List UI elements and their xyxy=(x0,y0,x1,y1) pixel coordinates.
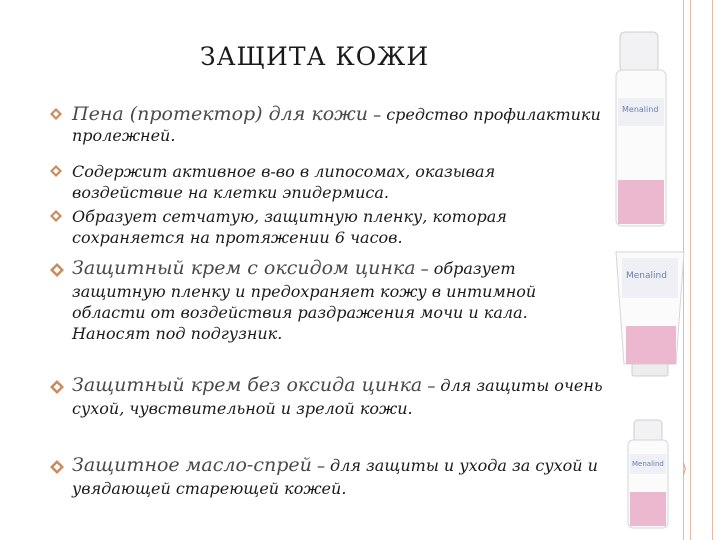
frame-line xyxy=(690,0,691,540)
list-item xyxy=(50,372,610,419)
bullet-icon xyxy=(50,108,62,120)
frame-ornament: ⟩ xyxy=(682,462,688,477)
item-lead: Защитный крем без оксида цинка xyxy=(72,374,423,396)
list-item xyxy=(50,161,610,203)
list-item xyxy=(50,104,610,146)
list-item xyxy=(50,255,610,344)
list-item xyxy=(50,452,610,499)
item-text: – для защиты очень сухой, чувствительной и зрелой кожи. xyxy=(72,376,603,418)
cream-tube-image xyxy=(612,248,688,378)
item-text: – для защиты и ухода за сухой и увядающей стареющей кожей. xyxy=(72,456,598,498)
slide-title: ЗАЩИТА КОЖИ xyxy=(200,42,430,71)
bullet-icon xyxy=(50,380,64,394)
bullet-icon xyxy=(50,165,62,177)
item-lead: Защитный крем с оксидом цинка xyxy=(72,257,416,279)
item-text: Образует сетчатую, защитную пленку, которая сохраняется на протяжении 6 часов. xyxy=(72,207,507,247)
frame-line xyxy=(712,0,713,540)
brand-label: Menalind xyxy=(626,271,667,281)
item-lead: Защитное масло-спрей xyxy=(72,454,312,476)
item-text: Содержит активное в-во в липосомах, оказывая воздействие на клетки эпидермиса. xyxy=(72,162,496,202)
list-item xyxy=(50,206,610,248)
brand-label: Menalind xyxy=(632,460,664,468)
item-text: – средство профилактики пролежней. xyxy=(72,105,601,145)
foam-bottle-image xyxy=(610,30,672,230)
item-lead: Пена (протектор) для кожи xyxy=(72,103,369,125)
bullet-icon xyxy=(50,263,64,277)
bullet-icon xyxy=(50,460,64,474)
item-text: – образует защитную пленку и предохраняет кожу в интимной области от воздействия раздражения мочи и кала. Наносят под подгузник. xyxy=(72,259,537,343)
brand-label: Menalind xyxy=(622,105,659,114)
spray-can-image xyxy=(624,418,672,530)
bullet-icon xyxy=(50,210,62,222)
